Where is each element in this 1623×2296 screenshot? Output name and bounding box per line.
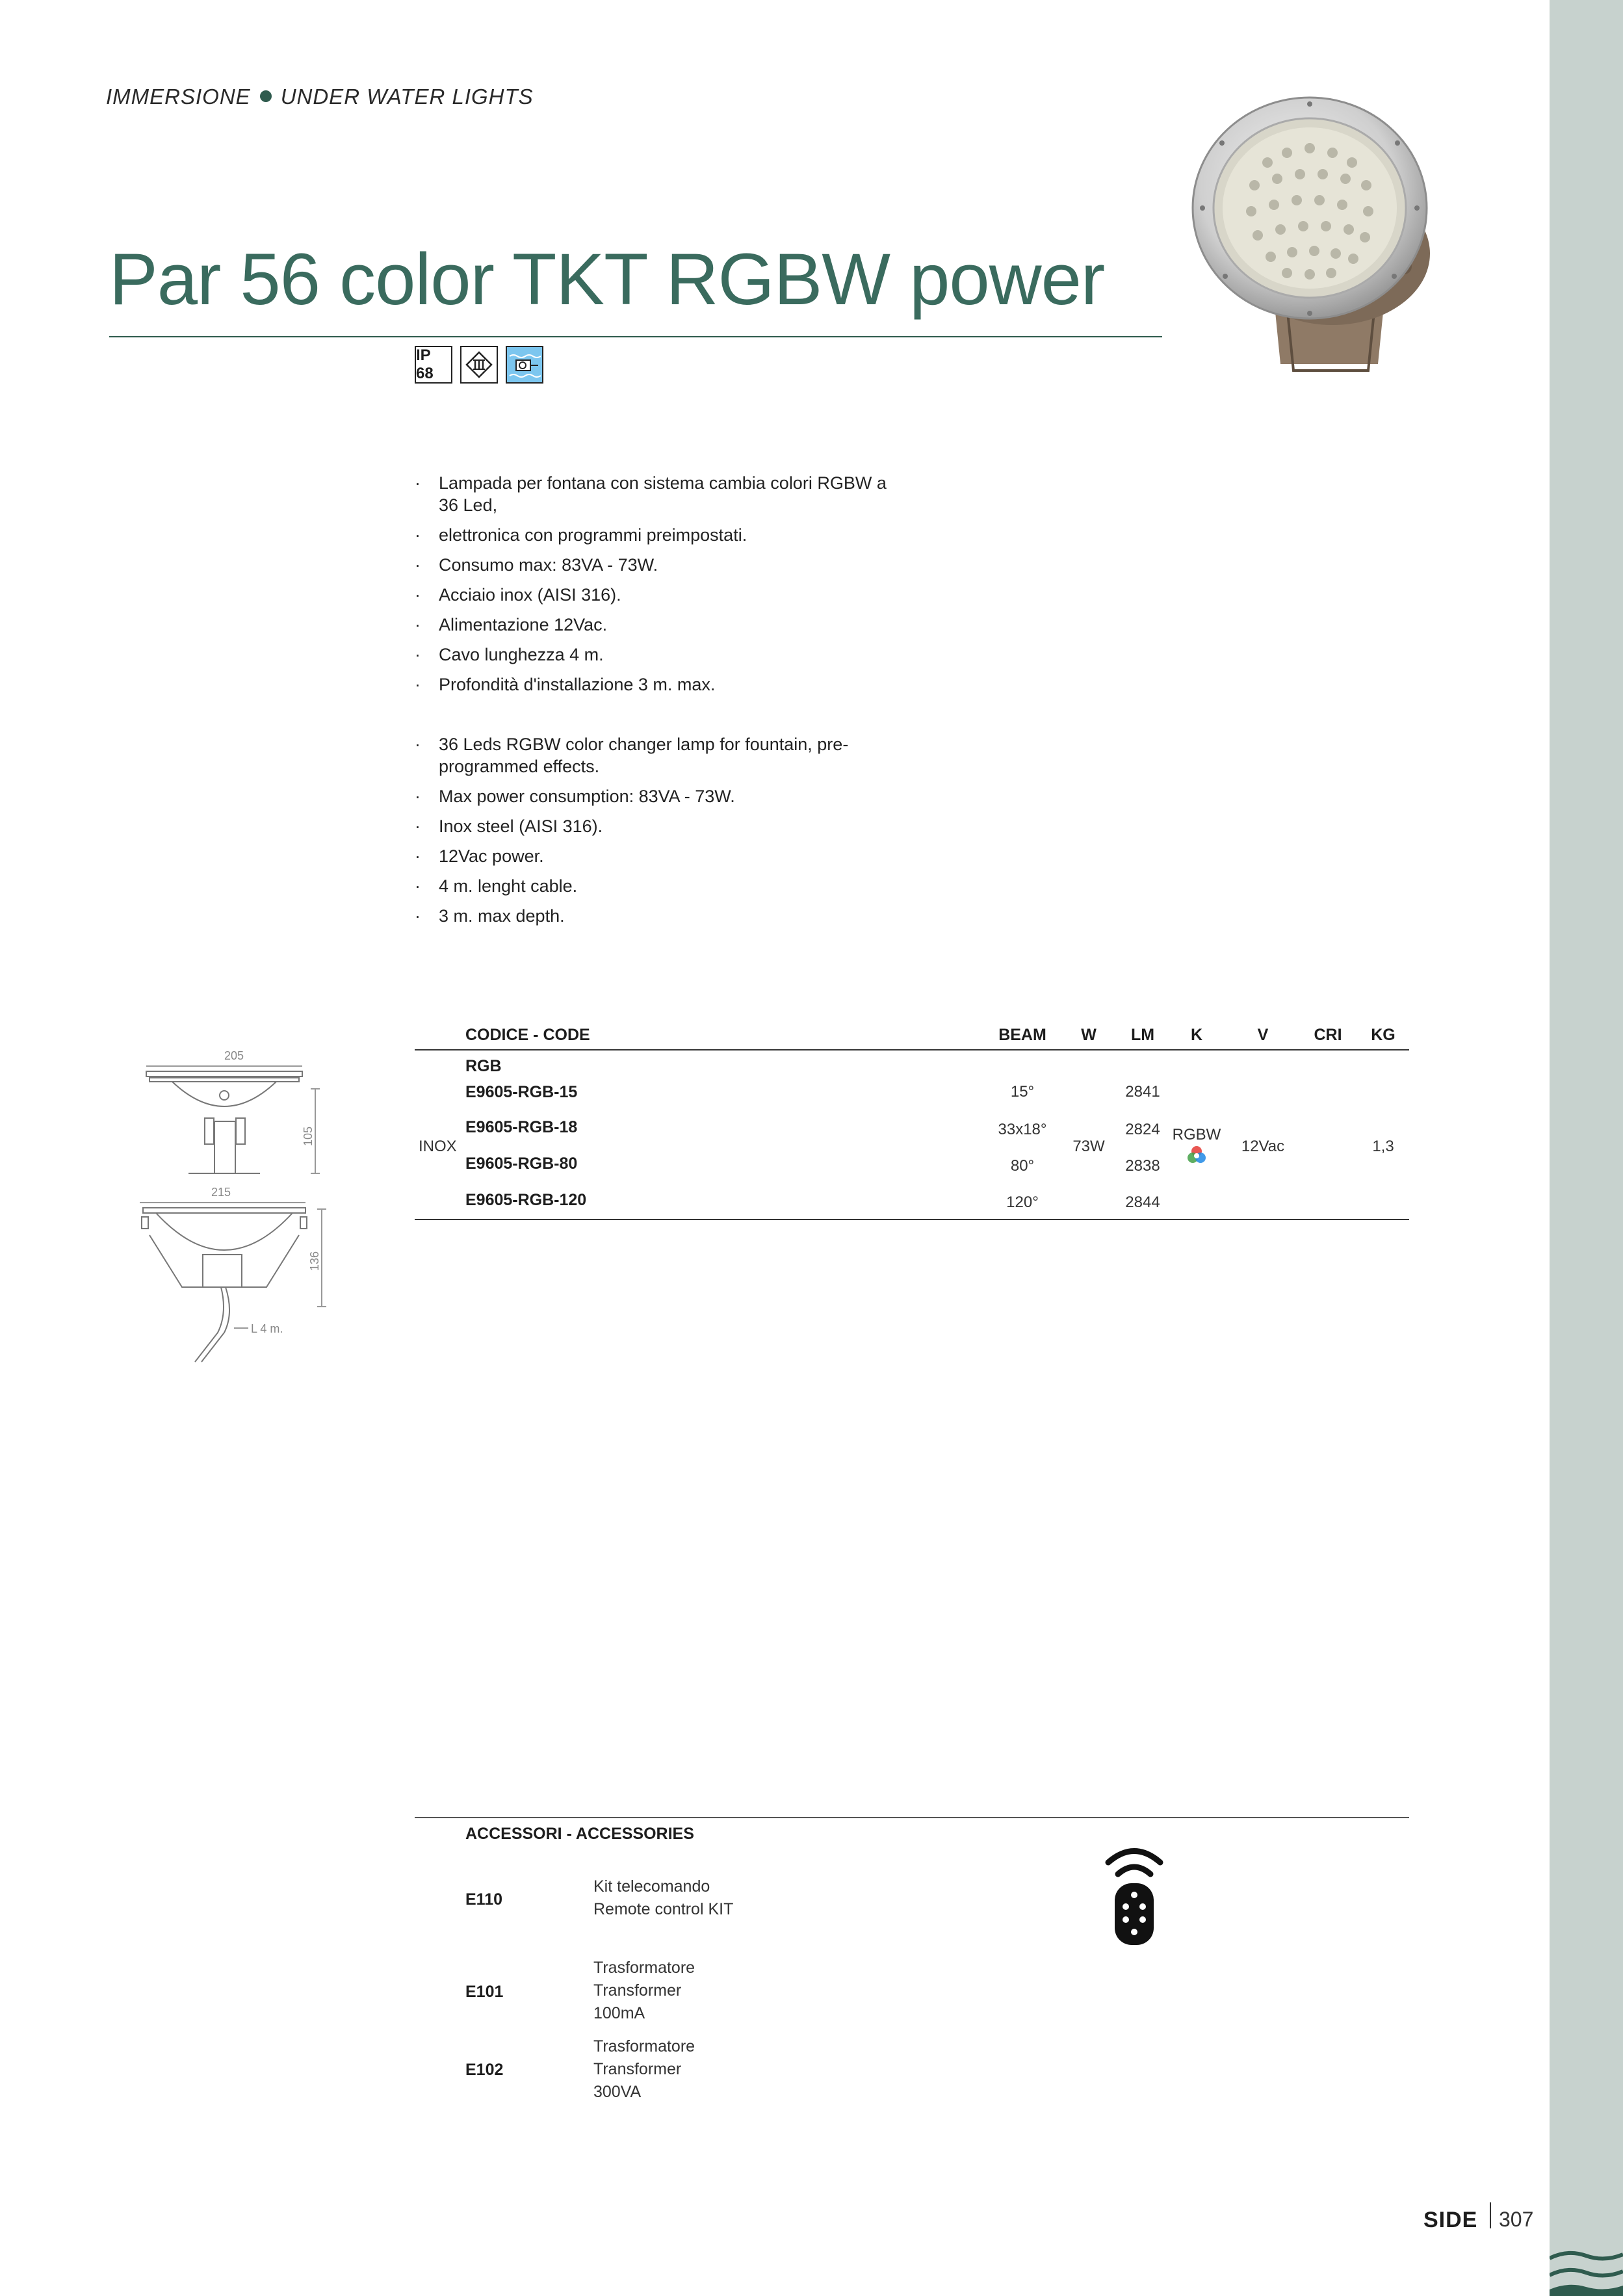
wave-logo-icon bbox=[1550, 2249, 1623, 2296]
row-code: E9605-RGB-15 bbox=[465, 1083, 578, 1101]
accessory-line: Trasformatore bbox=[593, 2037, 695, 2055]
row-lm: 2824 bbox=[1125, 1121, 1160, 1138]
row-lm: 2841 bbox=[1125, 1083, 1160, 1101]
product-title: Par 56 color TKT RGBW power bbox=[109, 239, 1105, 320]
description-en bbox=[415, 733, 909, 927]
list-item: · Cavo lunghezza 4 m. bbox=[415, 644, 909, 666]
list-item: · 4 m. lenght cable. bbox=[415, 875, 909, 897]
header-beam: BEAM bbox=[998, 1026, 1046, 1044]
accessories-title: ACCESSORI - ACCESSORIES bbox=[465, 1825, 694, 1843]
voltage-cell: 12Vac bbox=[1241, 1138, 1285, 1155]
list-item: · Lampada per fontana con sistema cambia colori RGBW a 36 Led, bbox=[415, 472, 909, 516]
accessory-line: Transformer bbox=[593, 1981, 682, 2000]
underwater-lamp-icon bbox=[506, 346, 543, 384]
header-k: K bbox=[1190, 1026, 1203, 1044]
table-header-rule bbox=[415, 1049, 1409, 1050]
material-cell: INOX bbox=[419, 1138, 457, 1155]
ip68-badge bbox=[415, 346, 452, 384]
accessory-line: 300VA bbox=[593, 2083, 642, 2101]
accessory-description bbox=[593, 1957, 695, 2025]
class-iii-icon bbox=[460, 346, 498, 384]
category-breadcrumb bbox=[106, 85, 534, 109]
row-code: E9605-RGB-120 bbox=[465, 1191, 587, 1209]
dim-bottom-height: 136 bbox=[308, 1251, 321, 1272]
row-beam: 80° bbox=[1010, 1157, 1035, 1175]
certification-badges bbox=[415, 346, 543, 384]
accessory-description bbox=[593, 2035, 695, 2104]
ip-label: IP 68 bbox=[416, 346, 434, 382]
row-beam: 33x18° bbox=[998, 1121, 1047, 1138]
side-color-band bbox=[1550, 0, 1623, 2296]
accessories-rule bbox=[415, 1817, 1409, 1818]
header-w: W bbox=[1081, 1026, 1097, 1044]
list-item: · elettronica con programmi preimpostati. bbox=[415, 524, 909, 546]
description-list bbox=[415, 472, 909, 935]
dim-top-width: 205 bbox=[224, 1049, 244, 1062]
group-label: RGB bbox=[465, 1057, 502, 1075]
list-item: · 3 m. max depth. bbox=[415, 905, 909, 927]
list-item: · Acciaio inox (AISI 316). bbox=[415, 584, 909, 606]
watt-cell: 73W bbox=[1072, 1138, 1105, 1155]
row-code: E9605-RGB-18 bbox=[465, 1118, 578, 1136]
table-bottom-rule bbox=[415, 1219, 1409, 1220]
category-en: UNDER WATER LIGHTS bbox=[280, 85, 534, 109]
row-lm: 2844 bbox=[1125, 1194, 1160, 1211]
accessory-line: 100mA bbox=[593, 2004, 645, 2022]
product-photo bbox=[1189, 91, 1456, 377]
dim-cable: L 4 m. bbox=[251, 1322, 283, 1335]
dim-bottom-width: 215 bbox=[211, 1186, 231, 1199]
header-kg: KG bbox=[1371, 1026, 1396, 1044]
list-item: · Profondità d'installazione 3 m. max. bbox=[415, 673, 909, 696]
list-item: · Consumo max: 83VA - 73W. bbox=[415, 554, 909, 576]
title-divider bbox=[109, 336, 1162, 337]
footer-separator bbox=[1490, 2202, 1491, 2228]
row-lm: 2838 bbox=[1125, 1157, 1160, 1175]
category-it: IMMERSIONE bbox=[106, 85, 251, 109]
list-item: · Inox steel (AISI 316). bbox=[415, 815, 909, 837]
accessory-code: E102 bbox=[465, 2061, 504, 2079]
page-number: 307 bbox=[1499, 2208, 1534, 2231]
header-code: CODICE - CODE bbox=[465, 1026, 590, 1044]
bullet-dot-icon bbox=[260, 90, 272, 102]
rgb-color-wheel-icon bbox=[1187, 1145, 1206, 1165]
row-beam: 15° bbox=[1010, 1083, 1035, 1101]
remote-control-icon bbox=[1098, 1843, 1170, 1947]
list-item: · 12Vac power. bbox=[415, 845, 909, 867]
header-cri: CRI bbox=[1314, 1026, 1342, 1044]
row-code: E9605-RGB-80 bbox=[465, 1155, 578, 1173]
header-v: V bbox=[1257, 1026, 1269, 1044]
list-item: · 36 Leds RGBW color changer lamp for fountain, pre-programmed effects. bbox=[415, 733, 909, 777]
list-item: · Max power consumption: 83VA - 73W. bbox=[415, 785, 909, 807]
accessory-line: Remote control KIT bbox=[593, 1900, 734, 1918]
accessory-line: Kit telecomando bbox=[593, 1877, 710, 1896]
description-it bbox=[415, 472, 909, 696]
accessory-line: Transformer bbox=[593, 2060, 682, 2078]
accessory-code: E101 bbox=[465, 1983, 504, 2001]
technical-drawing bbox=[130, 1040, 344, 1365]
list-item: · Alimentazione 12Vac. bbox=[415, 614, 909, 636]
dim-top-height: 105 bbox=[302, 1126, 315, 1147]
footer-brand: SIDE bbox=[1423, 2208, 1478, 2232]
weight-cell: 1,3 bbox=[1372, 1138, 1394, 1155]
accessory-code: E110 bbox=[465, 1890, 503, 1909]
accessory-description bbox=[593, 1875, 733, 1921]
header-lm: LM bbox=[1130, 1026, 1155, 1044]
k-cell: RGBW bbox=[1172, 1126, 1221, 1143]
row-beam: 120° bbox=[1006, 1194, 1039, 1211]
accessory-line: Trasformatore bbox=[593, 1959, 695, 1977]
